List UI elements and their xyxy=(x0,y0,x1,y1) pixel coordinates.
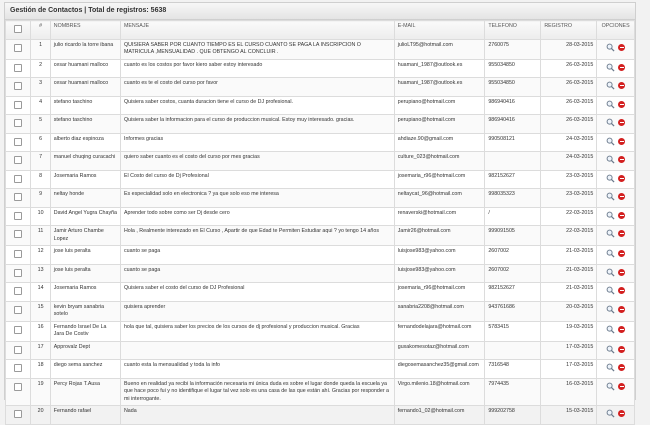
row-checkbox[interactable] xyxy=(14,269,22,277)
row-options xyxy=(597,341,635,360)
row-select-cell xyxy=(6,264,31,283)
view-icon[interactable] xyxy=(606,325,615,334)
row-options xyxy=(597,133,635,152)
table-row xyxy=(6,78,635,97)
delete-icon[interactable] xyxy=(618,193,625,200)
row-mensaje: Informes gracias xyxy=(120,133,394,152)
row-nombre: Fernando Israel De La Jara De Costiv xyxy=(50,321,120,341)
delete-icon[interactable] xyxy=(618,306,625,313)
row-checkbox[interactable] xyxy=(14,101,22,109)
view-icon[interactable] xyxy=(606,192,615,201)
row-mensaje: Bueno en realidad ya recibi la información necesaria mi única duda es sobre el lugar donde queda la escuela ya que hace poco fui y no identifique el lugar tal vez solo es una casa de las que están ahí. Gracias por responder a mi interrogante. xyxy=(120,378,394,406)
table-row xyxy=(6,170,635,189)
row-email: Virgo.milenio.18@hotmail.com xyxy=(394,378,485,406)
row-options xyxy=(597,189,635,208)
row-options xyxy=(597,360,635,379)
row-email: josemaria_r96@hotmail.com xyxy=(394,283,485,302)
delete-icon[interactable] xyxy=(618,82,625,89)
table-row xyxy=(6,152,635,171)
delete-icon[interactable] xyxy=(618,287,625,294)
view-icon[interactable] xyxy=(606,409,615,418)
delete-icon[interactable] xyxy=(618,346,625,353)
row-num: 3 xyxy=(31,78,50,97)
contacts-panel xyxy=(4,2,636,414)
row-email: huamani_1987@outlook.es xyxy=(394,59,485,78)
row-mensaje: quiero saber cuanto es el costo del curso por mes gracias xyxy=(120,152,394,171)
row-telefono: 999202758 xyxy=(485,406,541,425)
view-icon[interactable] xyxy=(606,229,615,238)
row-checkbox[interactable] xyxy=(14,175,22,183)
row-registro: 24-03-2015 xyxy=(541,152,597,171)
row-email: Jamir26@hotmail.com xyxy=(394,226,485,246)
row-select-cell xyxy=(6,78,31,97)
view-icon[interactable] xyxy=(606,345,615,354)
table-row xyxy=(6,133,635,152)
row-select-cell xyxy=(6,246,31,265)
row-num: 1 xyxy=(31,39,50,59)
row-mensaje: hola que tal, quisiera saber los precios de los cursos de dj profesional y produccion musical. Gracias xyxy=(120,321,394,341)
row-telefono: 7316548 xyxy=(485,360,541,379)
row-registro: 23-03-2015 xyxy=(541,189,597,208)
table-row xyxy=(6,226,635,246)
view-icon[interactable] xyxy=(606,211,615,220)
table-row xyxy=(6,360,635,379)
row-registro: 19-03-2015 xyxy=(541,321,597,341)
row-options xyxy=(597,152,635,171)
row-num: 2 xyxy=(31,59,50,78)
row-registro: 24-03-2015 xyxy=(541,133,597,152)
row-select-cell xyxy=(6,189,31,208)
row-mensaje: El Costo del curso de Dj Profesional xyxy=(120,170,394,189)
table-row xyxy=(6,189,635,208)
row-select-cell xyxy=(6,283,31,302)
row-email: josemaria_r96@hotmail.com xyxy=(394,170,485,189)
row-registro: 22-03-2015 xyxy=(541,207,597,226)
delete-icon[interactable] xyxy=(618,269,625,276)
row-email: renaverski@hotmail.com xyxy=(394,207,485,226)
row-select-cell xyxy=(6,321,31,341)
table-row xyxy=(6,115,635,134)
row-telefono: 990508121 xyxy=(485,133,541,152)
row-email: julioLT95@hotmail.com xyxy=(394,39,485,59)
select-all-checkbox[interactable] xyxy=(14,25,22,33)
row-options xyxy=(597,207,635,226)
row-registro: 26-03-2015 xyxy=(541,96,597,115)
row-select-cell xyxy=(6,341,31,360)
row-registro: 26-03-2015 xyxy=(541,115,597,134)
row-checkbox[interactable] xyxy=(14,64,22,72)
row-registro: 17-03-2015 xyxy=(541,341,597,360)
header-mensaje[interactable]: MENSAJE xyxy=(120,21,394,40)
delete-icon[interactable] xyxy=(618,138,625,145)
row-mensaje: quisiera aprender xyxy=(120,301,394,321)
row-select-cell xyxy=(6,360,31,379)
row-select-cell xyxy=(6,39,31,59)
row-email: luisjose983@yahoo.com xyxy=(394,264,485,283)
delete-icon[interactable] xyxy=(618,230,625,237)
row-mensaje: cuanto esta la mensualidad y toda la info xyxy=(120,360,394,379)
row-mensaje: Hola , Realmente interezado en El Curso , Apartir de que Edad te Permiten Estudiar aqui ? yo tengo 14 años xyxy=(120,226,394,246)
row-checkbox[interactable] xyxy=(14,326,22,334)
row-num: 10 xyxy=(31,207,50,226)
row-telefono: 999091505 xyxy=(485,226,541,246)
row-checkbox[interactable] xyxy=(14,250,22,258)
row-num: 9 xyxy=(31,189,50,208)
row-registro: 15-03-2015 xyxy=(541,406,597,425)
row-checkbox[interactable] xyxy=(14,44,22,52)
row-num: 5 xyxy=(31,115,50,134)
row-email: neltaycat_96@hotmail.com xyxy=(394,189,485,208)
view-icon[interactable] xyxy=(606,43,615,52)
row-nombre: stefano taschino xyxy=(50,115,120,134)
table-row xyxy=(6,301,635,321)
header-email[interactable]: E-MAIL xyxy=(394,21,485,40)
row-registro: 21-03-2015 xyxy=(541,264,597,283)
delete-icon[interactable] xyxy=(618,212,625,219)
row-checkbox[interactable] xyxy=(14,287,22,295)
row-options xyxy=(597,78,635,97)
table-row xyxy=(6,378,635,406)
row-select-cell xyxy=(6,170,31,189)
row-num: 17 xyxy=(31,341,50,360)
delete-icon[interactable] xyxy=(618,250,625,257)
row-mensaje: Quisiera saber costos, cuanta duracion tiene el curso de DJ profesional. xyxy=(120,96,394,115)
row-num: 11 xyxy=(31,226,50,246)
row-select-cell xyxy=(6,226,31,246)
view-icon[interactable] xyxy=(606,382,615,391)
row-nombre: jose luis peralta xyxy=(50,246,120,265)
delete-icon[interactable] xyxy=(618,44,625,51)
row-registro: 23-03-2015 xyxy=(541,170,597,189)
row-checkbox[interactable] xyxy=(14,346,22,354)
table-row xyxy=(6,264,635,283)
table-body xyxy=(6,39,635,424)
header-telefono[interactable]: TELEFONO xyxy=(485,21,541,40)
row-nombre: Josemaria Ramos xyxy=(50,283,120,302)
row-options xyxy=(597,283,635,302)
row-telefono: 5783415 xyxy=(485,321,541,341)
delete-icon[interactable] xyxy=(618,410,625,417)
row-nombre: Fernando rafael xyxy=(50,406,120,425)
row-nombre: stefano taschino xyxy=(50,96,120,115)
row-checkbox[interactable] xyxy=(14,383,22,391)
header-opciones: OPCIONES xyxy=(597,21,635,40)
row-options xyxy=(597,264,635,283)
row-telefono: 998035323 xyxy=(485,189,541,208)
view-icon[interactable] xyxy=(606,305,615,314)
row-checkbox[interactable] xyxy=(14,156,22,164)
view-icon[interactable] xyxy=(606,100,615,109)
row-registro: 22-03-2015 xyxy=(541,226,597,246)
delete-icon[interactable] xyxy=(618,119,625,126)
row-telefono: 2607002 xyxy=(485,264,541,283)
view-icon[interactable] xyxy=(606,286,615,295)
delete-icon[interactable] xyxy=(618,64,625,71)
row-select-cell xyxy=(6,301,31,321)
row-checkbox[interactable] xyxy=(14,306,22,314)
table-row xyxy=(6,406,635,425)
row-num: 13 xyxy=(31,264,50,283)
view-icon[interactable] xyxy=(606,118,615,127)
row-nombre: David Angel Yugra Chayña xyxy=(50,207,120,226)
row-num: 8 xyxy=(31,170,50,189)
delete-icon[interactable] xyxy=(618,383,625,390)
row-registro: 26-03-2015 xyxy=(541,78,597,97)
row-telefono xyxy=(485,341,541,360)
row-nombre: neltay honde xyxy=(50,189,120,208)
row-telefono: 982152627 xyxy=(485,170,541,189)
header-nombres[interactable]: NOMBRES xyxy=(50,21,120,40)
row-mensaje xyxy=(120,341,394,360)
row-telefono: 982152627 xyxy=(485,283,541,302)
row-nombre: Josemaria Ramos xyxy=(50,170,120,189)
row-nombre: kevin bryam sanabria sotelo xyxy=(50,301,120,321)
row-telefono: 986940416 xyxy=(485,115,541,134)
page-title: Gestión de Contactos | Total de registros: 5638 xyxy=(5,3,635,20)
row-num: 16 xyxy=(31,321,50,341)
row-num: 19 xyxy=(31,378,50,406)
view-icon[interactable] xyxy=(606,268,615,277)
row-select-cell xyxy=(6,406,31,425)
row-email: fernando1_02@hotmail.com xyxy=(394,406,485,425)
delete-icon[interactable] xyxy=(618,175,625,182)
row-telefono: 2607002 xyxy=(485,246,541,265)
row-options xyxy=(597,246,635,265)
row-telefono: 955034850 xyxy=(485,78,541,97)
view-icon[interactable] xyxy=(606,249,615,258)
row-nombre: Percy Rojas T.Ausa xyxy=(50,378,120,406)
row-options xyxy=(597,226,635,246)
table-row xyxy=(6,96,635,115)
row-checkbox[interactable] xyxy=(14,410,22,418)
view-icon[interactable] xyxy=(606,137,615,146)
row-checkbox[interactable] xyxy=(14,364,22,372)
row-checkbox[interactable] xyxy=(14,119,22,127)
row-mensaje: cuanto es te el costo del curso por favor xyxy=(120,78,394,97)
row-email: diegosemasanchez35@gmail.com xyxy=(394,360,485,379)
row-registro: 20-03-2015 xyxy=(541,301,597,321)
row-mensaje: cuanto es los costos por favor kiero saber estoy interesado xyxy=(120,59,394,78)
row-mensaje: cuanto se paga xyxy=(120,264,394,283)
row-nombre: Jamir Arturo Chambe Lopez xyxy=(50,226,120,246)
row-nombre: manuel chuqing curacachi xyxy=(50,152,120,171)
row-registro: 26-03-2015 xyxy=(541,59,597,78)
row-num: 6 xyxy=(31,133,50,152)
row-checkbox[interactable] xyxy=(14,212,22,220)
row-nombre: Approvalz Dept xyxy=(50,341,120,360)
view-icon[interactable] xyxy=(606,81,615,90)
row-nombre: julio ricardo la torre ibana xyxy=(50,39,120,59)
view-icon[interactable] xyxy=(606,63,615,72)
row-mensaje: Es especialidad solo en electronica ? ya que solo eso me interesa xyxy=(120,189,394,208)
row-select-cell xyxy=(6,115,31,134)
row-options xyxy=(597,115,635,134)
row-options xyxy=(597,39,635,59)
delete-icon[interactable] xyxy=(618,326,625,333)
row-email: perupiano@hotmail.com xyxy=(394,96,485,115)
row-checkbox[interactable] xyxy=(14,82,22,90)
row-mensaje: cuanto se paga xyxy=(120,246,394,265)
row-nombre: jose luis peralta xyxy=(50,264,120,283)
row-email: luisjose983@yahoo.com xyxy=(394,246,485,265)
row-telefono: 955034850 xyxy=(485,59,541,78)
row-registro: 17-03-2015 xyxy=(541,360,597,379)
row-num: 4 xyxy=(31,96,50,115)
row-telefono: 2760075 xyxy=(485,39,541,59)
row-email: fernandodelajara@hotmail.com xyxy=(394,321,485,341)
table-row xyxy=(6,246,635,265)
row-email: sanabria2208@hotmail.com xyxy=(394,301,485,321)
row-mensaje: Aprender todo sobre como ser Dj desde cero xyxy=(120,207,394,226)
header-registro[interactable]: REGISTRO xyxy=(541,21,597,40)
delete-icon[interactable] xyxy=(618,156,625,163)
row-mensaje: Quisiera saber el costo del curso de DJ Profesional xyxy=(120,283,394,302)
row-nombre: cesar huamani malloco xyxy=(50,59,120,78)
select-all-cell xyxy=(6,21,31,40)
row-mensaje: Nada xyxy=(120,406,394,425)
row-email: guxakomesotaz@hotmail.com xyxy=(394,341,485,360)
row-num: 20 xyxy=(31,406,50,425)
row-select-cell xyxy=(6,378,31,406)
view-icon[interactable] xyxy=(606,155,615,164)
row-num: 15 xyxy=(31,301,50,321)
row-select-cell xyxy=(6,133,31,152)
row-select-cell xyxy=(6,96,31,115)
row-telefono: / xyxy=(485,207,541,226)
row-checkbox[interactable] xyxy=(14,193,22,201)
row-options xyxy=(597,321,635,341)
row-num: 12 xyxy=(31,246,50,265)
row-registro: 16-03-2015 xyxy=(541,378,597,406)
contacts-table xyxy=(5,20,635,425)
row-options xyxy=(597,170,635,189)
row-registro: 21-03-2015 xyxy=(541,246,597,265)
row-mensaje: QUISIERA SABER POR CUANTO TIEMPO ES EL CURSO CUANTO SE PAGA LA INSCRIPCION O MATRICULA ,MENSUALIDAD . QUE OBTENGO AL CONCLUIR . xyxy=(120,39,394,59)
row-options xyxy=(597,96,635,115)
row-options xyxy=(597,378,635,406)
table-row xyxy=(6,59,635,78)
header-num: # xyxy=(31,21,50,40)
row-telefono: 7974435 xyxy=(485,378,541,406)
row-registro: 28-03-2015 xyxy=(541,39,597,59)
row-select-cell xyxy=(6,207,31,226)
row-nombre: diego sema sanchez xyxy=(50,360,120,379)
table-row xyxy=(6,207,635,226)
row-num: 14 xyxy=(31,283,50,302)
row-email: ahdiaze.90@gmail.com xyxy=(394,133,485,152)
row-checkbox[interactable] xyxy=(14,138,22,146)
row-registro: 21-03-2015 xyxy=(541,283,597,302)
row-email: huamani_1987@outlook.es xyxy=(394,78,485,97)
row-options xyxy=(597,406,635,425)
delete-icon[interactable] xyxy=(618,364,625,371)
row-checkbox[interactable] xyxy=(14,230,22,238)
table-row xyxy=(6,39,635,59)
table-row xyxy=(6,341,635,360)
row-options xyxy=(597,301,635,321)
row-options xyxy=(597,59,635,78)
row-email: perupiano@hotmail.com xyxy=(394,115,485,134)
view-icon[interactable] xyxy=(606,174,615,183)
table-row xyxy=(6,321,635,341)
row-telefono: 986940416 xyxy=(485,96,541,115)
table-row xyxy=(6,283,635,302)
row-select-cell xyxy=(6,152,31,171)
view-icon[interactable] xyxy=(606,363,615,372)
row-num: 7 xyxy=(31,152,50,171)
row-mensaje: Quisiera saber la informacion para el curso de produccion musical. Estoy muy interesado. gracias. xyxy=(120,115,394,134)
delete-icon[interactable] xyxy=(618,101,625,108)
row-telefono xyxy=(485,152,541,171)
table-header-row xyxy=(6,21,635,40)
row-telefono: 943761686 xyxy=(485,301,541,321)
row-num: 18 xyxy=(31,360,50,379)
row-select-cell xyxy=(6,59,31,78)
row-nombre: alberto diaz espinoza xyxy=(50,133,120,152)
row-email: culture_023@hotmail.com xyxy=(394,152,485,171)
row-nombre: cesar huamani malloco xyxy=(50,78,120,97)
